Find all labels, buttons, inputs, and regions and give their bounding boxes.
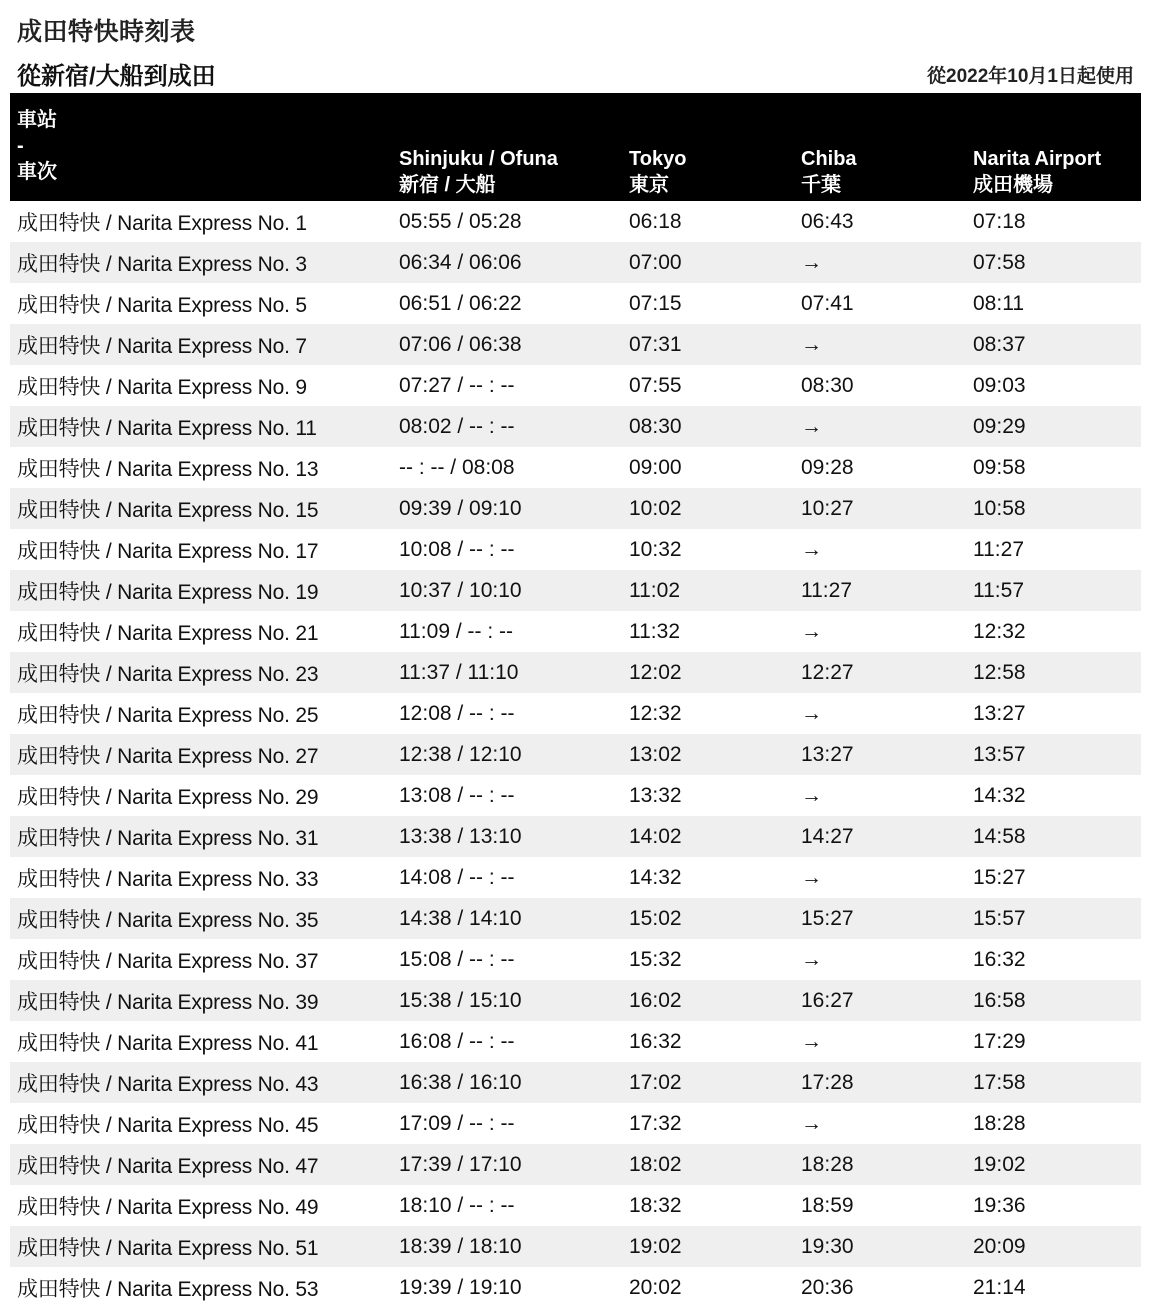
header-narita-airport-zh: 成田機場 (973, 174, 1053, 196)
tokyo-time: 06:18 (629, 209, 682, 233)
tokyo-time: 19:02 (622, 1226, 794, 1267)
shinjuku-ofuna-time: 18:39 / 18:10 (392, 1226, 622, 1267)
train-name: 成田特快 / Narita Express No. 47 (10, 1144, 392, 1185)
table-row (10, 1267, 1141, 1308)
tokyo-time: 11:32 (629, 619, 680, 643)
narita-airport-time: 17:29 (973, 1029, 1026, 1053)
tokyo-time: 07:15 (629, 291, 682, 315)
chiba-time: 10:27 (794, 488, 966, 529)
chiba-time: 15:27 (794, 898, 966, 939)
chiba-time: → (801, 537, 822, 561)
narita-airport-time: 13:27 (973, 701, 1026, 725)
chiba-time: 17:28 (794, 1062, 966, 1103)
chiba-time: → (794, 324, 966, 365)
narita-airport-time: 15:57 (966, 898, 1141, 939)
header-narita-airport-en: Narita Airport (973, 148, 1102, 170)
train-name: 成田特快 / Narita Express No. 35 (10, 898, 392, 939)
timetable (10, 93, 1141, 1308)
train-name: 成田特快 / Narita Express No. 11 (10, 406, 392, 447)
chiba-time: → (794, 406, 966, 447)
narita-airport-time: 20:09 (966, 1226, 1141, 1267)
shinjuku-ofuna-time: 06:51 / 06:22 (399, 291, 522, 315)
train-name: 成田特快 / Narita Express No. 13 (17, 457, 319, 481)
train-name: 成田特快 / Narita Express No. 23 (10, 652, 392, 693)
tokyo-time: 13:32 (629, 783, 682, 807)
shinjuku-ofuna-time: 14:38 / 14:10 (392, 898, 622, 939)
train-name: 成田特快 / Narita Express No. 33 (17, 867, 319, 891)
table-row (10, 857, 1141, 898)
train-name: 成田特快 / Narita Express No. 17 (17, 539, 319, 563)
chiba-time: 08:30 (801, 373, 854, 397)
table-row (10, 242, 1141, 283)
table-row (10, 1144, 1141, 1185)
tokyo-time: 08:30 (622, 406, 794, 447)
shinjuku-ofuna-time: 17:09 / -- : -- (399, 1111, 515, 1135)
narita-airport-time: 17:58 (966, 1062, 1141, 1103)
narita-airport-time: 19:36 (973, 1193, 1026, 1217)
table-row (10, 652, 1141, 693)
narita-airport-time: 10:58 (966, 488, 1141, 529)
shinjuku-ofuna-time: 05:55 / 05:28 (399, 209, 522, 233)
header-train-label: 車次 (17, 161, 57, 183)
table-row (10, 365, 1141, 406)
table-row (10, 406, 1141, 447)
table-row (10, 283, 1141, 324)
chiba-time: 07:41 (801, 291, 854, 315)
table-row (10, 816, 1141, 857)
tokyo-time: 12:32 (629, 701, 682, 725)
shinjuku-ofuna-time: 19:39 / 19:10 (399, 1275, 522, 1299)
tokyo-time: 10:32 (629, 537, 682, 561)
tokyo-time: 07:00 (622, 242, 794, 283)
chiba-time: 20:36 (801, 1275, 854, 1299)
table-row (10, 1021, 1141, 1062)
chiba-time: 16:27 (794, 980, 966, 1021)
chiba-time: → (794, 242, 966, 283)
subtitle-row (17, 56, 1134, 90)
shinjuku-ofuna-time: 17:39 / 17:10 (392, 1144, 622, 1185)
narita-airport-time: 09:03 (973, 373, 1026, 397)
chiba-time: 14:27 (794, 816, 966, 857)
table-row (10, 1185, 1141, 1226)
train-name: 成田特快 / Narita Express No. 51 (10, 1226, 392, 1267)
table-row (10, 693, 1141, 734)
shinjuku-ofuna-time: 08:02 / -- : -- (392, 406, 622, 447)
header-tokyo-zh: 東京 (629, 174, 669, 196)
shinjuku-ofuna-time: 16:38 / 16:10 (392, 1062, 622, 1103)
shinjuku-ofuna-time: 07:06 / 06:38 (392, 324, 622, 365)
train-name: 成田特快 / Narita Express No. 5 (17, 293, 307, 317)
tokyo-time: 16:32 (629, 1029, 682, 1053)
train-name: 成田特快 / Narita Express No. 27 (10, 734, 392, 775)
train-name: 成田特快 / Narita Express No. 21 (17, 621, 319, 645)
table-row (10, 898, 1141, 939)
chiba-time: → (801, 1111, 822, 1135)
train-name: 成田特快 / Narita Express No. 45 (17, 1113, 319, 1137)
shinjuku-ofuna-time: 18:10 / -- : -- (399, 1193, 515, 1217)
train-name: 成田特快 / Narita Express No. 41 (17, 1031, 319, 1055)
tokyo-time: 14:32 (629, 865, 682, 889)
table-row (10, 611, 1141, 652)
shinjuku-ofuna-time: 11:37 / 11:10 (392, 652, 622, 693)
train-name: 成田特快 / Narita Express No. 25 (17, 703, 319, 727)
narita-airport-time: 16:32 (973, 947, 1026, 971)
shinjuku-ofuna-time: 10:08 / -- : -- (399, 537, 515, 561)
table-row (10, 734, 1141, 775)
table-row (10, 980, 1141, 1021)
header-chiba-en: Chiba (801, 148, 857, 170)
table-row (10, 775, 1141, 816)
narita-airport-time: 07:58 (966, 242, 1141, 283)
chiba-time: 19:30 (794, 1226, 966, 1267)
chiba-time: → (801, 1029, 822, 1053)
shinjuku-ofuna-time: 12:08 / -- : -- (399, 701, 515, 725)
chiba-time: → (801, 619, 822, 643)
header-station-label: 車站 (17, 109, 57, 131)
narita-airport-time: 18:28 (973, 1111, 1026, 1135)
header-tokyo-en: Tokyo (629, 148, 687, 170)
table-row (10, 447, 1141, 488)
tokyo-time: 14:02 (622, 816, 794, 857)
train-name: 成田特快 / Narita Express No. 15 (10, 488, 392, 529)
chiba-time: → (801, 865, 822, 889)
train-name: 成田特快 / Narita Express No. 37 (17, 949, 319, 973)
train-name: 成田特快 / Narita Express No. 43 (10, 1062, 392, 1103)
shinjuku-ofuna-time: 12:38 / 12:10 (392, 734, 622, 775)
route-subtitle: 從新宿/大船到成田 (17, 63, 216, 90)
train-name: 成田特快 / Narita Express No. 9 (17, 375, 307, 399)
shinjuku-ofuna-time: 16:08 / -- : -- (399, 1029, 515, 1053)
narita-airport-time: 12:58 (966, 652, 1141, 693)
header-shinjuku-ofuna-en: Shinjuku / Ofuna (399, 148, 558, 170)
train-name: 成田特快 / Narita Express No. 7 (10, 324, 392, 365)
narita-airport-time: 09:58 (973, 455, 1026, 479)
tokyo-time: 09:00 (629, 455, 682, 479)
narita-airport-time: 21:14 (973, 1275, 1026, 1299)
shinjuku-ofuna-time: 11:09 / -- : -- (399, 619, 513, 643)
tokyo-time: 07:55 (629, 373, 682, 397)
table-row (10, 201, 1141, 242)
tokyo-time: 15:02 (622, 898, 794, 939)
tokyo-time: 11:02 (622, 570, 794, 611)
train-name: 成田特快 / Narita Express No. 1 (17, 211, 307, 235)
shinjuku-ofuna-time: -- : -- / 08:08 (399, 455, 515, 479)
chiba-time: → (801, 783, 822, 807)
shinjuku-ofuna-time: 06:34 / 06:06 (392, 242, 622, 283)
narita-airport-time: 07:18 (973, 209, 1026, 233)
table-row (10, 488, 1141, 529)
tokyo-time: 20:02 (629, 1275, 682, 1299)
narita-airport-time: 11:27 (973, 537, 1024, 561)
shinjuku-ofuna-time: 10:37 / 10:10 (392, 570, 622, 611)
narita-airport-time: 14:32 (973, 783, 1026, 807)
narita-airport-time: 14:58 (966, 816, 1141, 857)
shinjuku-ofuna-time: 07:27 / -- : -- (399, 373, 515, 397)
effective-date: 從2022年10月1日起使用 (927, 66, 1134, 87)
table-row (10, 939, 1141, 980)
page-title: 成田特快時刻表 (17, 18, 196, 46)
table-row (10, 324, 1141, 365)
tokyo-time: 10:02 (622, 488, 794, 529)
tokyo-time: 16:02 (622, 980, 794, 1021)
narita-airport-time: 19:02 (966, 1144, 1141, 1185)
narita-airport-time: 13:57 (966, 734, 1141, 775)
shinjuku-ofuna-time: 15:38 / 15:10 (392, 980, 622, 1021)
narita-airport-time: 08:11 (973, 291, 1024, 315)
narita-airport-time: 15:27 (973, 865, 1026, 889)
header-shinjuku-ofuna (392, 93, 622, 201)
table-row (10, 1062, 1141, 1103)
narita-airport-time: 11:57 (966, 570, 1141, 611)
chiba-time: 18:28 (794, 1144, 966, 1185)
header-chiba (794, 93, 966, 201)
tokyo-time: 18:32 (629, 1193, 682, 1217)
header-shinjuku-ofuna-zh: 新宿 / 大船 (399, 174, 496, 196)
narita-airport-time: 16:58 (966, 980, 1141, 1021)
tokyo-time: 07:31 (622, 324, 794, 365)
chiba-time: → (801, 947, 822, 971)
header-corner (10, 93, 392, 201)
narita-airport-time: 12:32 (973, 619, 1026, 643)
table-row (10, 1103, 1141, 1144)
timetable-body (10, 201, 1141, 1308)
header-separator: - (17, 135, 24, 157)
shinjuku-ofuna-time: 15:08 / -- : -- (399, 947, 515, 971)
tokyo-time: 13:02 (622, 734, 794, 775)
chiba-time: 12:27 (794, 652, 966, 693)
shinjuku-ofuna-time: 13:38 / 13:10 (392, 816, 622, 857)
chiba-time: 06:43 (801, 209, 854, 233)
narita-airport-time: 09:29 (966, 406, 1141, 447)
shinjuku-ofuna-time: 09:39 / 09:10 (392, 488, 622, 529)
tokyo-time: 18:02 (622, 1144, 794, 1185)
narita-airport-time: 08:37 (966, 324, 1141, 365)
train-name: 成田特快 / Narita Express No. 29 (17, 785, 319, 809)
train-name: 成田特快 / Narita Express No. 31 (10, 816, 392, 857)
train-name: 成田特快 / Narita Express No. 39 (10, 980, 392, 1021)
tokyo-time: 17:32 (629, 1111, 682, 1135)
timetable-header (10, 93, 1141, 201)
train-name: 成田特快 / Narita Express No. 49 (17, 1195, 319, 1219)
header-tokyo (622, 93, 794, 201)
shinjuku-ofuna-time: 14:08 / -- : -- (399, 865, 515, 889)
chiba-time: 09:28 (801, 455, 854, 479)
table-row (10, 529, 1141, 570)
chiba-time: 11:27 (794, 570, 966, 611)
chiba-time: 13:27 (794, 734, 966, 775)
chiba-time: → (801, 701, 822, 725)
header-chiba-zh: 千葉 (801, 174, 841, 196)
shinjuku-ofuna-time: 13:08 / -- : -- (399, 783, 515, 807)
tokyo-time: 15:32 (629, 947, 682, 971)
table-row (10, 1226, 1141, 1267)
table-row (10, 570, 1141, 611)
train-name: 成田特快 / Narita Express No. 19 (10, 570, 392, 611)
tokyo-time: 17:02 (622, 1062, 794, 1103)
chiba-time: 18:59 (801, 1193, 854, 1217)
header-row (10, 93, 1141, 201)
header-narita-airport (966, 93, 1141, 201)
train-name: 成田特快 / Narita Express No. 53 (17, 1277, 319, 1301)
train-name: 成田特快 / Narita Express No. 3 (10, 242, 392, 283)
tokyo-time: 12:02 (622, 652, 794, 693)
